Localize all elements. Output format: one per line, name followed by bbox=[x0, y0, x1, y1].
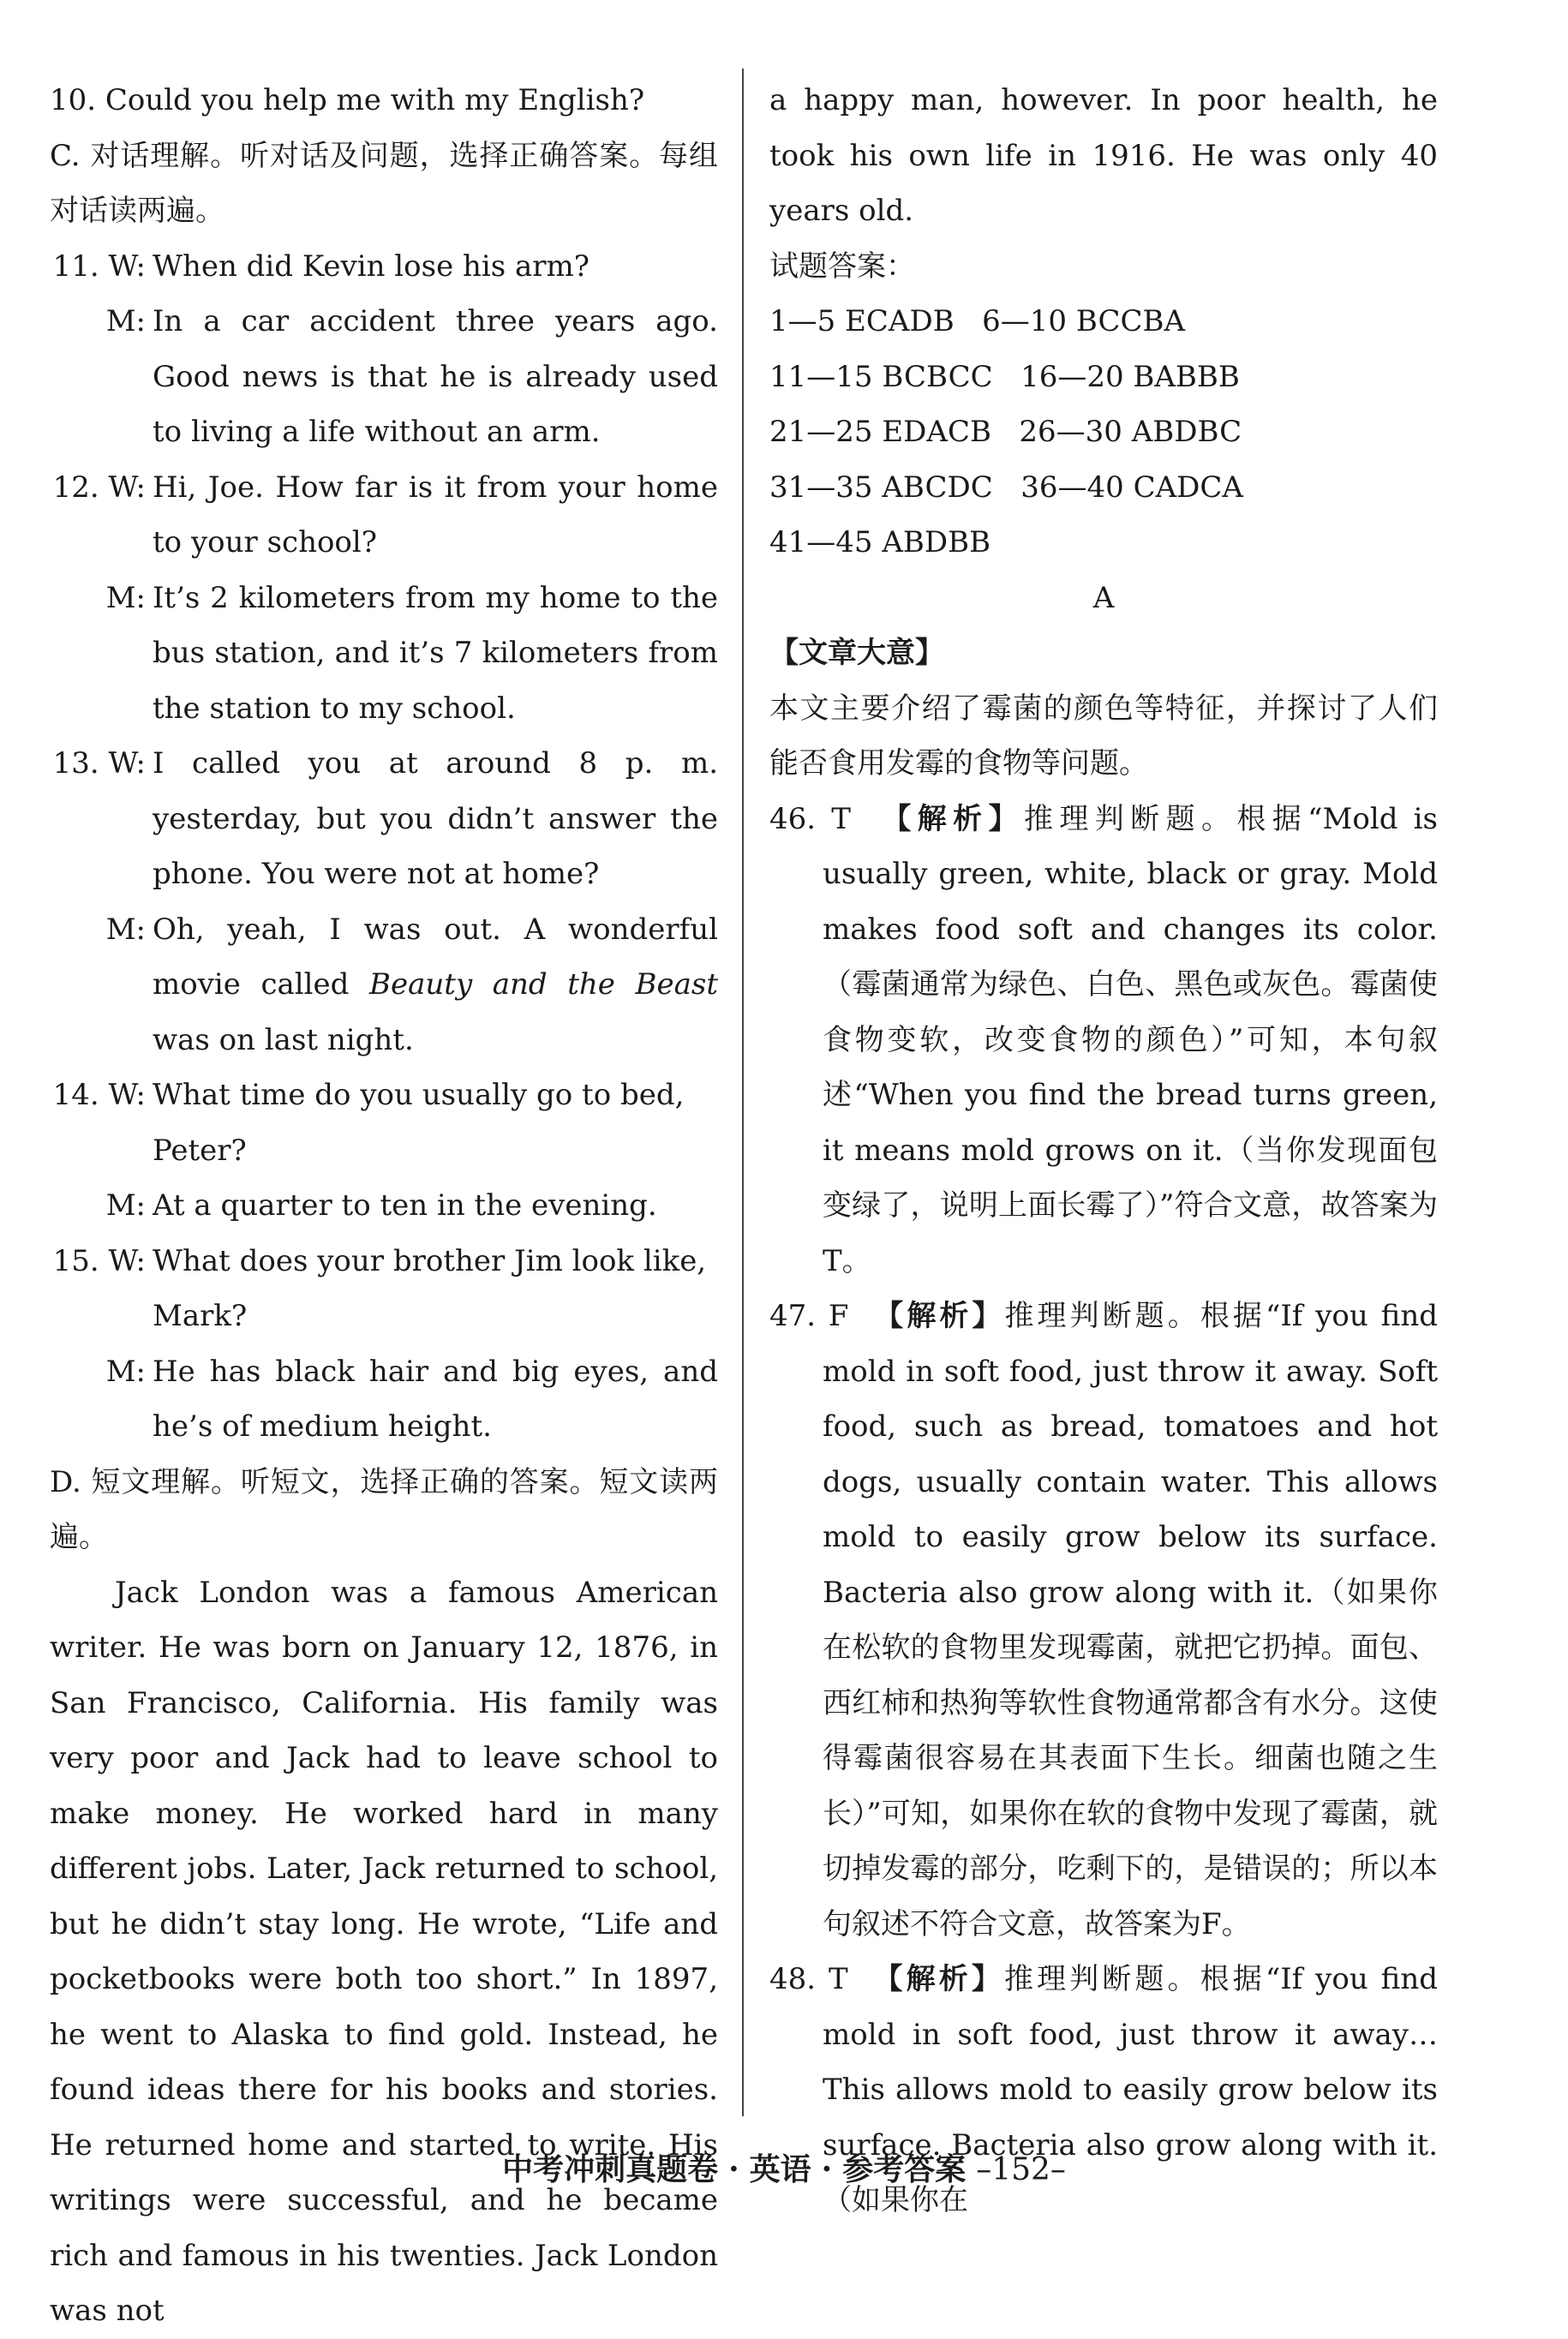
dialogue-12-w bbox=[50, 460, 718, 571]
page-footer: 中考冲刺真题卷 · 英语 · 参考答案 –152– bbox=[502, 2151, 1066, 2187]
dialogue-12-m bbox=[50, 571, 718, 737]
speaker: M: bbox=[105, 1354, 146, 1389]
speaker: M: bbox=[105, 580, 146, 615]
page-number: –152– bbox=[976, 2152, 1066, 2187]
answer-key bbox=[769, 294, 1438, 571]
dialogue-number: 15. W: bbox=[52, 1243, 146, 1278]
book-title: 中考冲刺真题卷 bbox=[502, 2151, 719, 2187]
answer-row: 41—45 ABDBB bbox=[769, 525, 991, 559]
dialogue-15-m bbox=[50, 1344, 718, 1455]
dialogue-15-w bbox=[50, 1234, 718, 1344]
utterance: I called you at around 8 p. m. yesterday, but you didn’t answer the phone. You were not at home? bbox=[153, 746, 718, 891]
movie-title: Beauty and the Beast bbox=[369, 967, 718, 1002]
section-letter: A bbox=[1092, 580, 1115, 615]
dialogue-number: 11. W: bbox=[52, 248, 146, 284]
answer-row: 1—5 ECADB 6—10 BCCBA bbox=[769, 304, 1186, 338]
answer-row: 11—15 BCBCC 16—20 BABBB bbox=[769, 359, 1240, 394]
item-46: 46. T 【解析】推理判断题。根据“Mold is usually green, white, black or gray. Mold makes food soft and changes its color.（霉菌通常为绿色、白色、黑色或灰色。霉菌使食物变软，改变食物的颜色）”可知，本句叙述“When you find the bread turns green, it means mold grows on it.（当你发现面包变绿了，说明上面长霉了）”符合文意，故答案为T。 bbox=[769, 801, 1439, 1278]
answer-row: 21—25 EDACB 26—30 ABDBC bbox=[769, 415, 1242, 449]
main-idea-title: 【文章大意】 bbox=[769, 636, 944, 670]
analysis-tag: 【解析】 bbox=[874, 1299, 1005, 1333]
answers-title: 试题答案： bbox=[769, 248, 915, 284]
utterance: What time do you usually go to bed, Peter? bbox=[153, 1078, 685, 1168]
item-47: 47. F 【解析】推理判断题。根据“If you find mold in soft food, just throw it away. Soft food, such as bread, tomatoes and hot dogs, usually contain water. This allows mold to easily grow below its surface. Bacteria also grow along with it.（如果你在松软的食物里发现霉菌，就把它扔掉。面包、西红柿和热狗等软性食物通常都含有水分。这使得霉菌很容易在其表面下生长。细菌也随之生长）”可知，如果你在软的食物中发现了霉菌，就切掉发霉的部分，吃剩下的，是错误的；所以本句叙述不符合文意，故答案为F。 bbox=[769, 1299, 1438, 1941]
column-divider bbox=[742, 69, 744, 2116]
main-idea: 本文主要介绍了霉菌的颜色等特征，并探讨了人们能否食用发霉的食物等问题。 bbox=[769, 691, 1438, 781]
right-column bbox=[769, 73, 1438, 2228]
answer-label: 参考答案 bbox=[842, 2151, 967, 2187]
utterance: What does your brother Jim look like, Mark? bbox=[153, 1243, 707, 1333]
dialogue-13-m bbox=[50, 902, 718, 1068]
speaker: M: bbox=[105, 1188, 146, 1223]
speaker: M: bbox=[105, 912, 146, 947]
dialogue-11-m bbox=[50, 294, 718, 460]
dialogue-13-w bbox=[50, 736, 718, 902]
subject: 英语 bbox=[749, 2151, 811, 2187]
section-c-instruction: C. 对话理解。听对话及问题，选择正确答案。每组对话读两遍。 bbox=[50, 138, 718, 228]
speaker: M: bbox=[105, 304, 146, 338]
dialogue-14-m bbox=[50, 1178, 718, 1234]
analysis-tag: 【解析】 bbox=[873, 1962, 1004, 1996]
utterance: It’s 2 kilometers from my home to the bus station, and it’s 7 kilometers from the station to my school. bbox=[153, 580, 718, 726]
left-column bbox=[50, 73, 718, 2339]
question-10: 10. Could you help me with my English? bbox=[50, 83, 645, 117]
utterance: When did Kevin lose his arm? bbox=[153, 248, 590, 284]
listening-passage: Jack London was a famous American writer. He was born on January 12, 1876, in San Francisco, California. His family was very poor and Jack had to leave school to make money. He worked hard in many different jobs. Later, Jack returned to school, but he didn’t stay long. He wrote, “Life and pocketbooks were both too short.” In 1897, he went to Alaska to find gold. Instead, he found ideas there for his books and stories. He returned home and started to write. His writings were successful, and he became rich and famous in his twenties. Jack London was not bbox=[50, 1575, 718, 2328]
passage-continued: a happy man, however. In poor health, he took his own life in 1916. He was only 40 years old. bbox=[769, 83, 1438, 228]
utterance: Oh, yeah, I was out. A wonderful movie called Beauty and the Beast was on last night. bbox=[153, 912, 718, 1057]
utterance: He has black hair and big eyes, and he’s of medium height. bbox=[153, 1354, 718, 1444]
utterance: In a car accident three years ago. Good news is that he is already used to living a life without an arm. bbox=[153, 304, 718, 449]
answer-row: 31—35 ABCDC 36—40 CADCA bbox=[769, 470, 1243, 505]
section-d-instruction: D. 短文理解。听短文，选择正确的答案。短文读两遍。 bbox=[50, 1464, 718, 1554]
utterance: Hi, Joe. How far is it from your home to your school? bbox=[153, 470, 718, 559]
dialogue-14-w bbox=[50, 1068, 718, 1178]
dialogue-number: 12. W: bbox=[52, 470, 146, 505]
dialogue-number: 14. W: bbox=[52, 1078, 146, 1112]
dialogue-number: 13. W: bbox=[52, 746, 146, 781]
item-48: 48. T 【解析】推理判断题。根据“If you find mold in soft food, just throw it away…This allows mold to easily grow below its surface. Bacteria also grow along with it.（如果你在 bbox=[769, 1962, 1438, 2217]
utterance: At a quarter to ten in the evening. bbox=[153, 1188, 657, 1223]
dialogue-11-w bbox=[50, 239, 718, 295]
analysis-tag: 【解析】 bbox=[882, 801, 1024, 836]
